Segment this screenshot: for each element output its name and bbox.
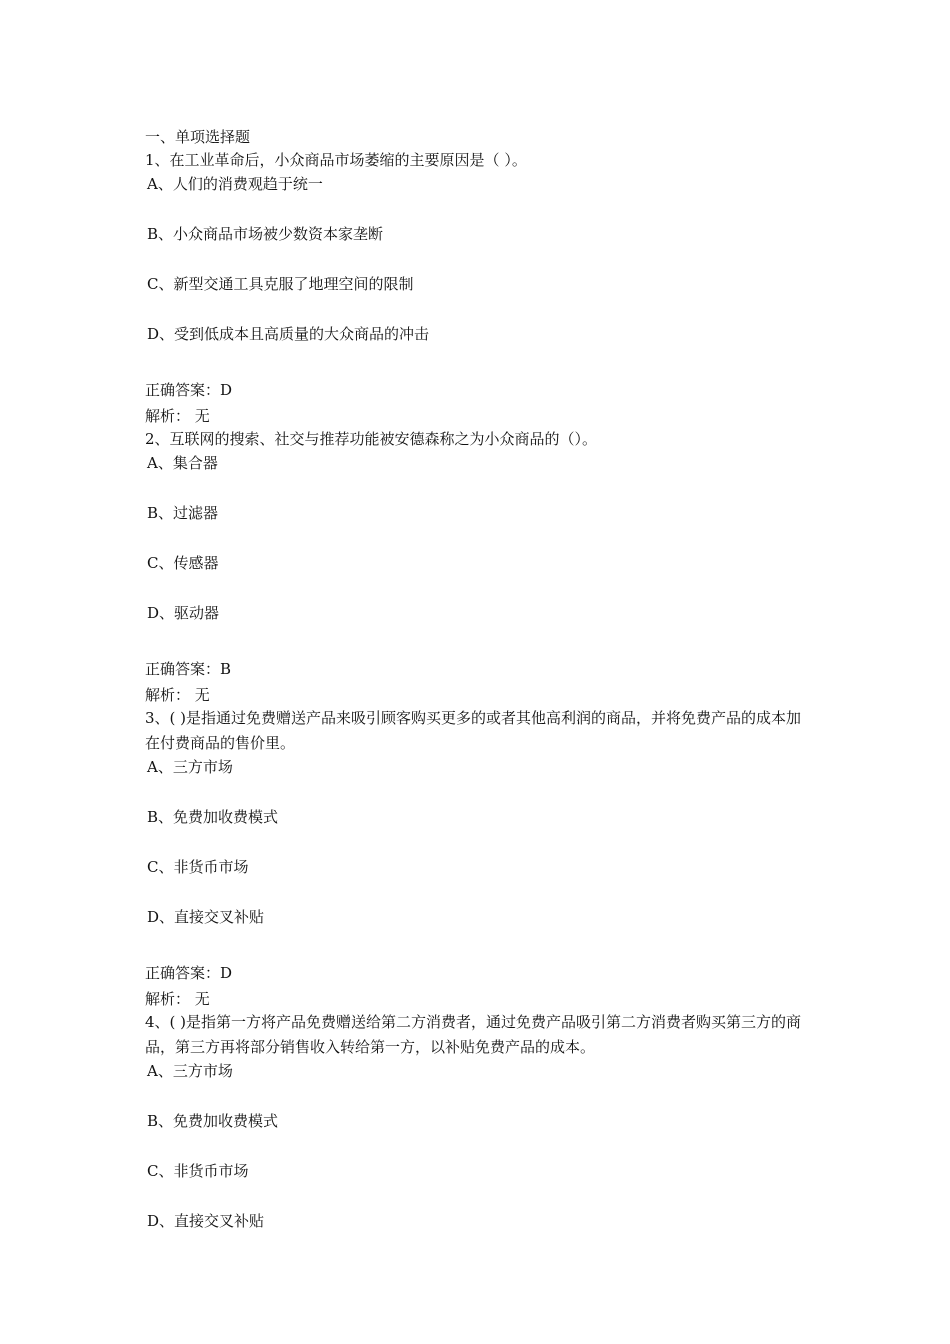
question-3 <box>145 706 815 1010</box>
question-4 <box>145 1010 815 1232</box>
correct-answer: 正确答案：D <box>145 964 233 982</box>
question-stem: 1、在工业革命后，小众商品市场萎缩的主要原因是（ ）。 <box>145 151 527 169</box>
option-b: B、免费加收费模式 <box>147 808 279 826</box>
option-a: A、集合器 <box>147 454 218 472</box>
option-d: D、直接交叉补贴 <box>147 908 265 926</box>
option-c: C、传感器 <box>147 554 219 572</box>
option-c: C、非货币市场 <box>147 1162 249 1180</box>
option-a: A、三方市场 <box>147 758 233 776</box>
option-d: D、直接交叉补贴 <box>147 1212 265 1230</box>
question-stem: 2、互联网的搜索、社交与推荐功能被安德森称之为小众商品的（）。 <box>145 430 598 448</box>
analysis: 解析： 无 <box>145 407 210 425</box>
question-1 <box>145 148 815 427</box>
option-b: B、过滤器 <box>147 504 219 522</box>
question-stem: 4、( )是指第一方将产品免费赠送给第二方消费者，通过免费产品吸引第二方消费者购买第三方的商品，第三方再将部分销售收入转给第一方，以补贴免费产品的成本。 <box>145 1013 802 1056</box>
correct-answer: 正确答案：B <box>145 660 232 678</box>
analysis: 解析： 无 <box>145 990 210 1008</box>
option-d: D、驱动器 <box>147 604 220 622</box>
option-b: B、小众商品市场被少数资本家垄断 <box>147 225 384 243</box>
option-a: A、三方市场 <box>147 1062 233 1080</box>
document-page <box>145 126 815 1232</box>
option-b: B、免费加收费模式 <box>147 1112 279 1130</box>
option-d: D、受到低成本且高质量的大众商品的冲击 <box>147 325 430 343</box>
question-2 <box>145 427 815 706</box>
analysis: 解析： 无 <box>145 686 210 704</box>
section-title: 一、单项选择题 <box>145 128 251 146</box>
question-stem: 3、( )是指通过免费赠送产品来吸引顾客购买更多的或者其他高利润的商品，并将免费产品的成本加在付费商品的售价里。 <box>145 709 802 752</box>
option-c: C、新型交通工具克服了地理空间的限制 <box>147 275 414 293</box>
option-a: A、人们的消费观趋于统一 <box>147 175 323 193</box>
correct-answer: 正确答案：D <box>145 381 233 399</box>
option-c: C、非货币市场 <box>147 858 249 876</box>
